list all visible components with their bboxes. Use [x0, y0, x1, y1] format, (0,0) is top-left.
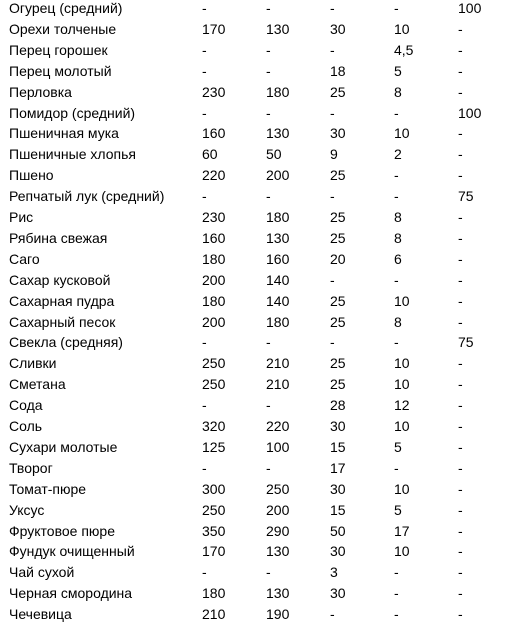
value-cell: 17 — [394, 522, 410, 539]
product-name-cell: Черная смородина — [9, 585, 133, 602]
product-name-cell: Пшеничная мука — [9, 125, 119, 142]
value-cell: - — [330, 0, 335, 16]
value-cell: - — [266, 62, 271, 79]
value-cell: - — [458, 543, 463, 560]
table-row — [0, 291, 527, 312]
value-cell: - — [458, 459, 463, 476]
table-row — [0, 458, 527, 479]
value-cell: 5 — [394, 501, 402, 518]
value-cell: 210 — [266, 355, 290, 372]
value-cell: - — [330, 188, 335, 205]
table-row — [0, 374, 527, 395]
value-cell: 250 — [202, 376, 226, 393]
value-cell: 180 — [202, 585, 226, 602]
value-cell: - — [202, 334, 207, 351]
product-name-cell: Репчатый лук (средний) — [9, 188, 165, 205]
table-row — [0, 479, 527, 500]
value-cell: 190 — [266, 606, 290, 623]
value-cell: 25 — [330, 355, 346, 372]
product-name-cell: Рябина свежая — [9, 229, 108, 246]
table-row — [0, 0, 527, 19]
value-cell: 25 — [330, 229, 346, 246]
value-cell: 30 — [330, 585, 346, 602]
value-cell: 170 — [202, 543, 226, 560]
value-cell: - — [202, 397, 207, 414]
product-name-cell: Орехи толченые — [9, 20, 117, 37]
value-cell: - — [202, 0, 207, 16]
product-name-cell: Чечевица — [9, 606, 72, 623]
value-cell: - — [330, 334, 335, 351]
table-row — [0, 521, 527, 542]
table-row — [0, 395, 527, 416]
product-name-cell: Рис — [9, 209, 34, 225]
value-cell: - — [458, 292, 463, 309]
value-cell: 10 — [394, 480, 410, 497]
product-name-cell: Перец горошек — [9, 41, 108, 58]
table-row — [0, 583, 527, 604]
value-cell: 130 — [266, 125, 290, 142]
product-name-cell: Сахарная пудра — [9, 292, 115, 309]
value-cell: 100 — [266, 438, 290, 455]
value-cell: 5 — [394, 438, 402, 455]
table-row — [0, 186, 527, 207]
table-row — [0, 207, 527, 228]
table-row — [0, 165, 527, 186]
value-cell: - — [202, 41, 207, 58]
product-name-cell: Огурец (средний) — [9, 0, 123, 16]
product-name-cell: Сода — [9, 397, 43, 414]
value-cell: - — [266, 397, 271, 414]
product-name-cell: Чай сухой — [9, 564, 75, 581]
value-cell: 30 — [330, 125, 346, 142]
value-cell: 25 — [330, 376, 346, 393]
value-cell: 350 — [202, 522, 226, 539]
value-cell: 160 — [266, 250, 290, 267]
value-cell: 50 — [330, 522, 346, 539]
table-row — [0, 562, 527, 583]
value-cell: - — [458, 20, 463, 37]
value-cell: - — [202, 62, 207, 79]
table-row — [0, 437, 527, 458]
value-cell: - — [330, 271, 335, 288]
value-cell: - — [458, 229, 463, 246]
table-row — [0, 270, 527, 291]
value-cell: 130 — [266, 20, 290, 37]
value-cell: 75 — [458, 334, 474, 351]
value-cell: 4,5 — [394, 41, 414, 58]
value-cell: 8 — [394, 209, 402, 225]
product-name-cell: Сахар кусковой — [9, 271, 111, 288]
value-cell: 17 — [330, 459, 346, 476]
table-row — [0, 103, 527, 124]
value-cell: 15 — [330, 438, 346, 455]
value-cell: 230 — [202, 83, 226, 100]
table-row — [0, 249, 527, 270]
product-name-cell: Перец молотый — [9, 62, 112, 79]
value-cell: - — [458, 41, 463, 58]
value-cell: 250 — [266, 480, 290, 497]
value-cell: 140 — [266, 271, 290, 288]
product-name-cell: Соль — [9, 418, 43, 434]
value-cell: - — [458, 83, 463, 100]
value-cell: 210 — [266, 376, 290, 393]
value-cell: - — [202, 104, 207, 121]
value-cell: - — [394, 167, 399, 184]
value-cell: - — [202, 459, 207, 476]
value-cell: 2 — [394, 146, 402, 163]
value-cell: 160 — [202, 229, 226, 246]
value-cell: - — [330, 41, 335, 58]
value-cell: - — [458, 418, 463, 434]
table-row — [0, 82, 527, 103]
value-cell: - — [202, 188, 207, 205]
value-cell: 5 — [394, 62, 402, 79]
table-row — [0, 19, 527, 40]
product-name-cell: Творог — [9, 459, 53, 476]
value-cell: 25 — [330, 292, 346, 309]
value-cell: - — [266, 41, 271, 58]
value-cell: 6 — [394, 250, 402, 267]
value-cell: 8 — [394, 83, 402, 100]
value-cell: 200 — [202, 313, 226, 330]
table-row — [0, 541, 527, 562]
table-row — [0, 61, 527, 82]
value-cell: - — [266, 0, 271, 16]
value-cell: - — [266, 459, 271, 476]
product-name-cell: Саго — [9, 250, 40, 267]
value-cell: - — [394, 188, 399, 205]
value-cell: 210 — [202, 606, 226, 623]
value-cell: - — [202, 564, 207, 581]
product-name-cell: Пшено — [9, 167, 54, 184]
value-cell: 10 — [394, 125, 410, 142]
table-row — [0, 604, 527, 625]
value-cell: 30 — [330, 418, 346, 434]
value-cell: - — [458, 480, 463, 497]
product-name-cell: Перловка — [9, 83, 72, 100]
value-cell: 60 — [202, 146, 218, 163]
product-name-cell: Уксус — [9, 501, 45, 518]
value-cell: - — [458, 564, 463, 581]
value-cell: - — [458, 146, 463, 163]
value-cell: 130 — [266, 543, 290, 560]
value-cell: 30 — [330, 543, 346, 560]
value-cell: 140 — [266, 292, 290, 309]
value-cell: 200 — [266, 167, 290, 184]
value-cell: - — [266, 564, 271, 581]
value-cell: - — [394, 271, 399, 288]
value-cell: - — [458, 606, 463, 623]
product-name-cell: Пшеничные хлопья — [9, 146, 136, 163]
value-cell: - — [394, 606, 399, 623]
table-row — [0, 500, 527, 521]
value-cell: 180 — [266, 313, 290, 330]
value-cell: 180 — [202, 292, 226, 309]
value-cell: 10 — [394, 292, 410, 309]
value-cell: - — [394, 334, 399, 351]
value-cell: 250 — [202, 501, 226, 518]
value-cell: 12 — [394, 397, 410, 414]
value-cell: 75 — [458, 188, 474, 205]
value-cell: 180 — [266, 209, 290, 225]
value-cell: 10 — [394, 543, 410, 560]
value-cell: 220 — [266, 418, 290, 434]
table-row — [0, 40, 527, 61]
value-cell: - — [458, 209, 463, 225]
value-cell: 15 — [330, 501, 346, 518]
value-cell: - — [330, 606, 335, 623]
value-cell: 25 — [330, 209, 346, 225]
product-name-cell: Сухари молотые — [9, 438, 118, 455]
value-cell: - — [458, 313, 463, 330]
value-cell: - — [458, 376, 463, 393]
value-cell: - — [458, 501, 463, 518]
value-cell: 180 — [202, 250, 226, 267]
table-row — [0, 123, 527, 144]
value-cell: 200 — [266, 501, 290, 518]
value-cell: - — [458, 125, 463, 142]
value-cell: 10 — [394, 355, 410, 372]
value-cell: - — [266, 104, 271, 121]
value-cell: 30 — [330, 480, 346, 497]
value-cell: 9 — [330, 146, 338, 163]
value-cell: 50 — [266, 146, 282, 163]
value-cell: - — [266, 188, 271, 205]
value-cell: 100 — [458, 0, 482, 16]
value-cell: 10 — [394, 20, 410, 37]
value-cell: - — [266, 334, 271, 351]
product-name-cell: Сметана — [9, 376, 66, 393]
value-cell: - — [458, 438, 463, 455]
value-cell: - — [458, 585, 463, 602]
value-cell: 125 — [202, 438, 226, 455]
value-cell: 10 — [394, 418, 410, 434]
value-cell: 25 — [330, 167, 346, 184]
value-cell: 28 — [330, 397, 346, 414]
table-row — [0, 353, 527, 374]
value-cell: - — [330, 104, 335, 121]
value-cell: 220 — [202, 167, 226, 184]
table-row — [0, 312, 527, 333]
product-name-cell: Фундук очищенный — [9, 543, 135, 560]
value-cell: 20 — [330, 250, 346, 267]
value-cell: 30 — [330, 20, 346, 37]
value-cell: 10 — [394, 376, 410, 393]
product-name-cell: Сливки — [9, 355, 57, 372]
value-cell: - — [394, 104, 399, 121]
value-cell: - — [458, 355, 463, 372]
value-cell: - — [394, 564, 399, 581]
value-cell: 18 — [330, 62, 346, 79]
value-cell: 160 — [202, 125, 226, 142]
value-cell: 100 — [458, 104, 482, 121]
value-cell: 25 — [330, 313, 346, 330]
value-cell: - — [394, 0, 399, 16]
table-row — [0, 228, 527, 249]
value-cell: - — [458, 62, 463, 79]
value-cell: - — [458, 271, 463, 288]
product-name-cell: Фруктовое пюре — [9, 522, 115, 539]
value-cell: - — [458, 250, 463, 267]
value-cell: 130 — [266, 229, 290, 246]
value-cell: - — [458, 167, 463, 184]
value-cell: 200 — [202, 271, 226, 288]
product-name-cell: Помидор (средний) — [9, 104, 136, 121]
value-cell: 170 — [202, 20, 226, 37]
table-row — [0, 416, 527, 437]
value-cell: 180 — [266, 83, 290, 100]
value-cell: 300 — [202, 480, 226, 497]
value-cell: 25 — [330, 83, 346, 100]
value-cell: - — [458, 397, 463, 414]
value-cell: - — [394, 459, 399, 476]
product-name-cell: Томат-пюре — [9, 480, 87, 497]
table-row — [0, 144, 527, 165]
table-row — [0, 332, 527, 353]
value-cell: - — [394, 585, 399, 602]
value-cell: 290 — [266, 522, 290, 539]
product-name-cell: Свекла (средняя) — [9, 334, 123, 351]
value-cell: - — [458, 522, 463, 539]
value-cell: 8 — [394, 313, 402, 330]
value-cell: 130 — [266, 585, 290, 602]
value-cell: 8 — [394, 229, 402, 246]
value-cell: 250 — [202, 355, 226, 372]
product-name-cell: Сахарный песок — [9, 313, 116, 330]
value-cell: 3 — [330, 564, 338, 581]
value-cell: 320 — [202, 418, 226, 434]
value-cell: 230 — [202, 209, 226, 225]
